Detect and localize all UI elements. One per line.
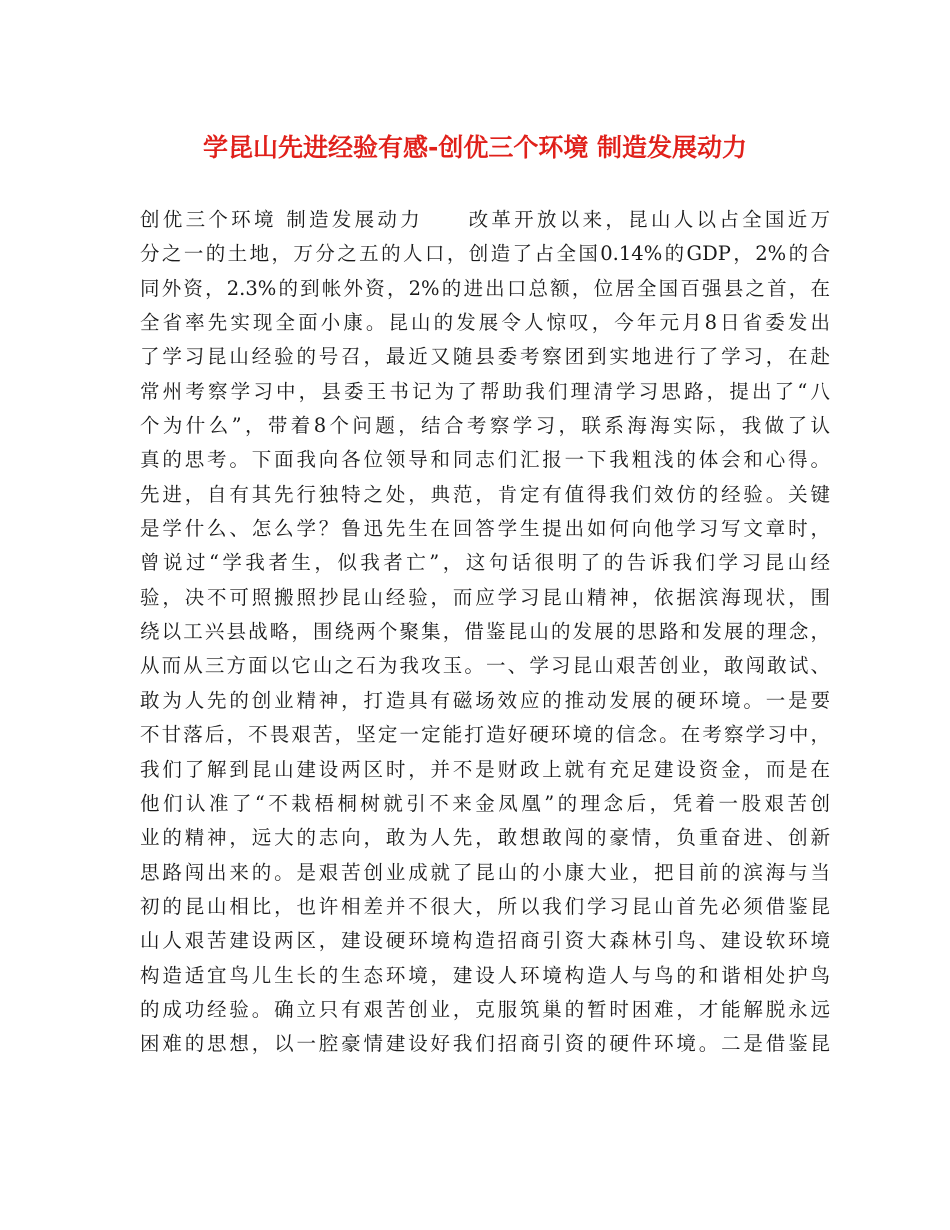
body-line-8: 真的思考。下面我向各位领导和同志们汇报一下我粗浅的体会和心得。 [140, 448, 830, 472]
body-line-19: 业的精神，远大的志向，敢为人先，敢想敢闯的豪情，负重奋进、创新 [140, 826, 830, 850]
body-line-16: 不甘落后，不畏艰苦，坚定一定能打造好硬环境的信念。在考察学习中， [140, 723, 830, 747]
body-line-21: 初的昆山相比，也许相差并不很大，所以我们学习昆山首先必须借鉴昆 [140, 894, 830, 918]
body-line-6: 常州考察学习中，县委王书记为了帮助我们理清学习思路，提出了“八 [140, 379, 830, 403]
body-line-15: 敢为人先的创业精神，打造具有磁场效应的推动发展的硬环境。一是要 [140, 688, 830, 712]
body-line-17: 我们了解到昆山建设两区时，并不是财政上就有充足建设资金，而是在 [140, 757, 830, 781]
document-body [140, 203, 830, 1062]
body-line-9: 先进，自有其先行独特之处，典范，肯定有值得我们效仿的经验。关键 [140, 482, 830, 506]
body-line-12: 验，决不可照搬照抄昆山经验，而应学习昆山精神，依据滨海现状，围 [140, 585, 830, 609]
body-line-10: 是学什么、怎么学？鲁迅先生在回答学生提出如何向他学习写文章时， [140, 517, 830, 541]
body-line-18: 他们认准了“不栽梧桐树就引不来金凤凰”的理念后，凭着一股艰苦创 [140, 791, 830, 815]
body-line-2: 分之一的土地，万分之五的人口，创造了占全国0.14%的GDP，2%的合 [140, 242, 830, 266]
body-line-23: 构造适宜鸟儿生长的生态环境，建设人环境构造人与鸟的和谐相处护鸟 [140, 963, 830, 987]
body-line-20: 思路闯出来的。是艰苦创业成就了昆山的小康大业，把目前的滨海与当 [140, 860, 830, 884]
document-title: 学昆山先进经验有感-创优三个环境 制造发展动力 [202, 133, 748, 162]
body-line-14: 从而从三方面以它山之石为我攻玉。一、学习昆山艰苦创业，敢闯敢试、 [140, 654, 830, 678]
body-line-11: 曾说过“学我者生，似我者亡”，这句话很明了的告诉我们学习昆山经 [140, 551, 830, 575]
body-line-13: 绕以工兴县战略，围绕两个聚集，借鉴昆山的发展的思路和发展的理念， [140, 620, 830, 644]
body-line-7: 个为什么”，带着8个问题，结合考察学习，联系海海实际，我做了认 [140, 414, 830, 438]
body-line-5: 了学习昆山经验的号召，最近又随县委考察团到实地进行了学习，在赴 [140, 345, 830, 369]
body-line-25: 困难的思想，以一腔豪情建设好我们招商引资的硬件环境。二是借鉴昆 [140, 1032, 830, 1056]
body-line-3: 同外资，2.3%的到帐外资，2%的进出口总额，位居全国百强县之首，在 [140, 276, 830, 300]
body-line-4: 全省率先实现全面小康。昆山的发展令人惊叹，今年元月8日省委发出 [140, 311, 830, 335]
body-line-24: 的成功经验。确立只有艰苦创业，克服筑巢的暂时困难，才能解脱永远 [140, 997, 830, 1021]
body-line-1: 创优三个环境 制造发展动力 改革开放以来，昆山人以占全国近万 [140, 208, 830, 231]
body-line-22: 山人艰苦建设两区，建设硬环境构造招商引资大森林引鸟、建设软环境 [140, 929, 830, 953]
